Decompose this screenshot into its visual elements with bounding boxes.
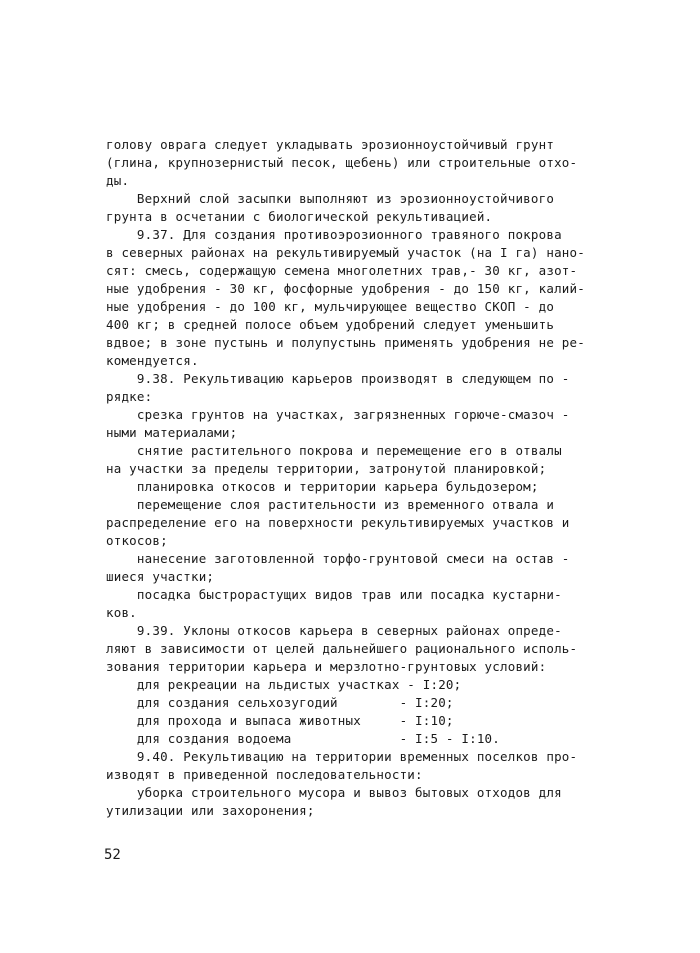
text-line: ды. [106,173,130,188]
text-line: 400 кг; в средней полосе объем удобрений следует уменьшить [106,317,555,332]
text-line: рядке: [106,389,153,404]
text-line: распределение его на поверхности рекультивируемых участков и [106,515,570,530]
text-line: 9.40. Рекультивацию на территории временных поселков про- [106,749,578,764]
text-line: срезка грунтов на участках, загрязненных горюче-смазоч - [106,407,570,422]
body-text [106,136,585,820]
text-line: 9.37. Для создания противоэрозионного травяного покрова [106,227,562,242]
text-line: зования территории карьера и мерзлотно-грунтовых условий: [106,659,547,674]
text-line: грунта в осчетании с биологической рекультивацией. [106,209,493,224]
text-line: 9.38. Рекультивацию карьеров производят в следующем по - [106,371,570,386]
text-line: на участки за пределы территории, затронутой планировкой; [106,461,547,476]
text-line: изводят в приведенной последовательности: [106,767,423,782]
text-line: перемещение слоя растительности из временного отвала и [106,497,555,512]
text-line: уборка строительного мусора и вывоз бытовых отходов для [106,785,562,800]
text-line: планировка откосов и территории карьера бульдозером; [106,479,539,494]
text-line: сят: смесь, содержащую семена многолетних трав,- 30 кг, азот- [106,263,578,278]
text-line: для прохода и выпаса животных - I:10; [106,713,454,728]
text-line: шиеся участки; [106,569,215,584]
text-line: ные удобрения - до 100 кг, мульчирующее вещество СКОП - до [106,299,555,314]
text-line: ляют в зависимости от целей дальнейшего рационального исполь- [106,641,578,656]
text-line: ков. [106,605,137,620]
text-line: для рекреации на льдистых участках - I:20; [106,677,462,692]
text-line: снятие растительного покрова и перемещение его в отвалы [106,443,562,458]
text-line: посадка быстрорастущих видов трав или посадка кустарни- [106,587,562,602]
text-line: ными материалами; [106,425,238,440]
page-number: 52 [104,847,121,863]
text-line: Верхний слой засыпки выполняют из эрозионноустойчивого [106,191,555,206]
text-line: откосов; [106,533,168,548]
text-line: в северных районах на рекультивируемый участок (на I га) нано- [106,245,585,260]
text-line: вдвое; в зоне пустынь и полупустынь применять удобрения не ре- [106,335,585,350]
text-line: ные удобрения - 30 кг, фосфорные удобрения - до 150 кг, калий- [106,281,585,296]
text-line: голову оврага следует укладывать эрозионноустойчивый грунт [106,137,555,152]
text-line: для создания водоема - I:5 - I:10. [106,731,501,746]
text-line: комендуется. [106,353,199,368]
text-line: утилизации или захоронения; [106,803,315,818]
text-line: (глина, крупнозернистый песок, щебень) или строительные отхо- [106,155,578,170]
text-line: нанесение заготовленной торфо-грунтовой смеси на остав - [106,551,570,566]
text-line: 9.39. Уклоны откосов карьера в северных районах опреде- [106,623,562,638]
text-line: для создания сельхозугодий - I:20; [106,695,454,710]
